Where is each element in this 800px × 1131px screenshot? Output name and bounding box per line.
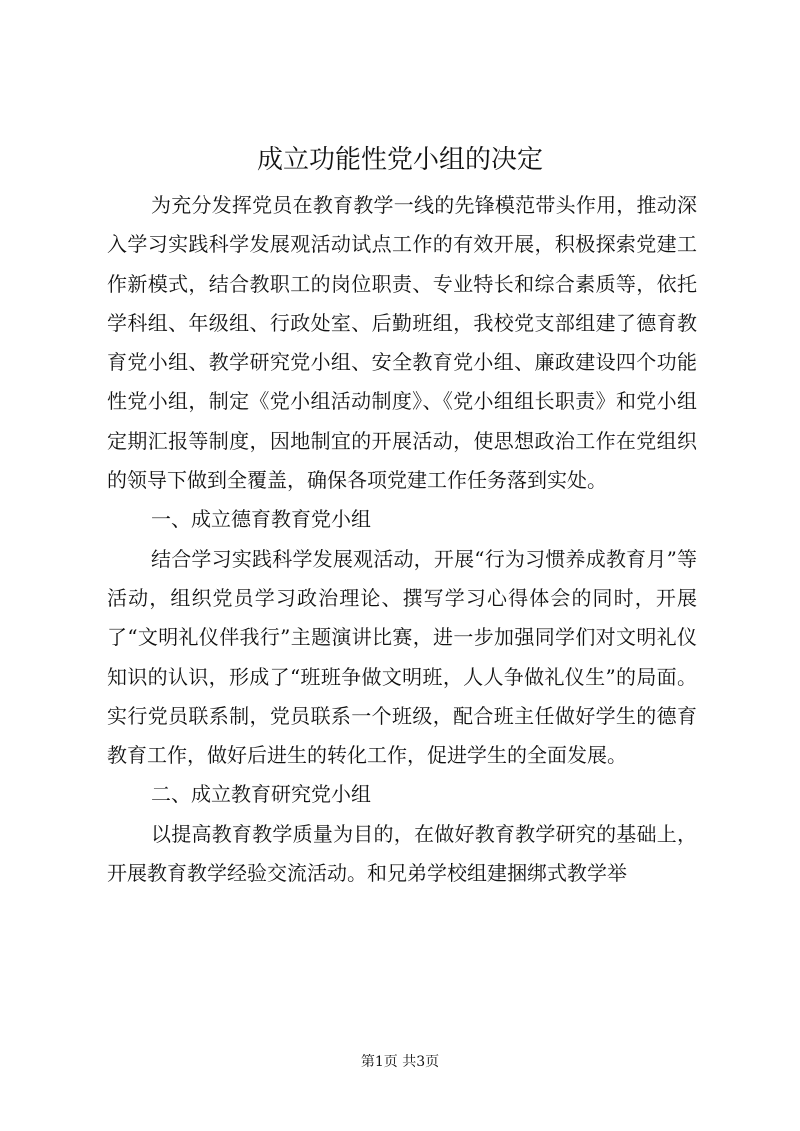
section-1-heading: 一、成立德育教育党小组 (151, 507, 371, 532)
document-body (107, 186, 697, 893)
intro-paragraph: 为充分发挥党员在教育教学一线的先锋模范带头作用，推动深入学习实践科学发展观活动试点工作的有效开展，积极探索党建工作新模式，结合教职工的岗位职责、专业特长和综合素质等，依托学科组、年级组、行政处室、后勤班组，我校党支部组建了德育教育党小组、教学研究党小组、安全教育党小组、廉政建设四个功能性党小组，制定《党小组活动制度》、《党小组组长职责》和党小组定期汇报等制度，因地制宜的开展活动，使思想政治工作在党组织的领导下做到全覆盖，确保各项党建工作任务落到实处。 (107, 193, 697, 493)
page-footer: 第1页 共3页 (360, 1054, 440, 1070)
section-2-paragraph: 以提高教育教学质量为目的，在做好教育教学研究的基础上，开展教育教学经验交流活动。和兄弟学校组建捆绑式教学举 (107, 821, 697, 886)
document-title: 成立功能性党小组的决定 (256, 145, 543, 175)
section-1-paragraph: 结合学习实践科学发展观活动，开展“行为习惯养成教育月”等活动，组织党员学习政治理论、撰写学习心得体会的同时，开展了“文明礼仪伴我行”主题演讲比赛，进一步加强同学们对文明礼仪知识的认识，形成了“班班争做文明班，人人争做礼仪生”的局面。实行党员联系制，党员联系一个班级，配合班主任做好学生的德育教育工作，做好后进生的转化工作，促进学生的全面发展。 (107, 546, 697, 768)
section-2-heading: 二、成立教育研究党小组 (151, 782, 371, 807)
